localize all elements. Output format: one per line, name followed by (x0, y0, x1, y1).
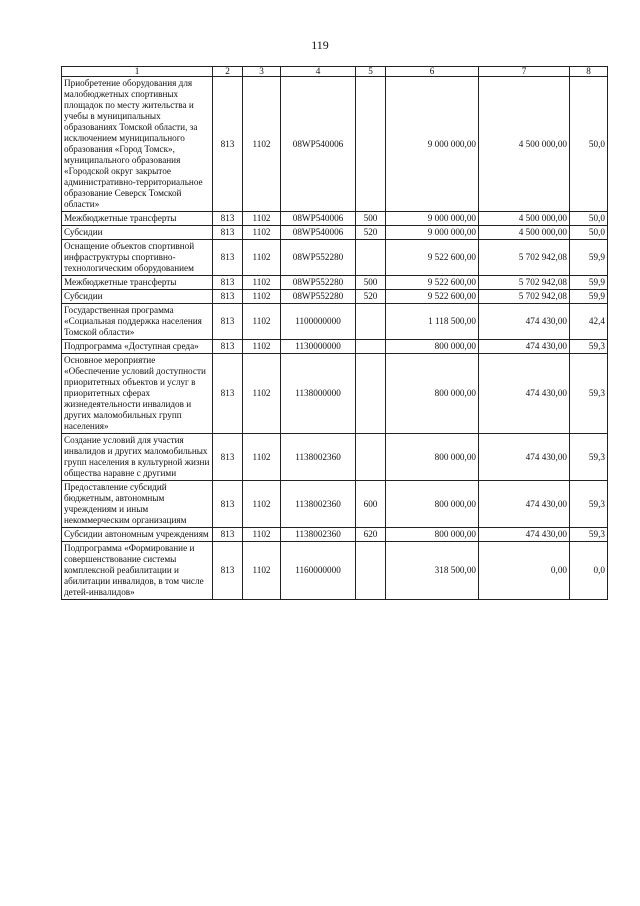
planned-amount-cell: 800 000,00 (386, 354, 479, 434)
execution-percent-cell: 59,9 (570, 290, 608, 304)
table-header-row (62, 67, 608, 77)
target-item-cell: 1138002360 (281, 528, 356, 542)
planned-amount-cell: 800 000,00 (386, 528, 479, 542)
execution-percent-cell: 59,9 (570, 276, 608, 290)
row-name-cell: Субсидии (62, 226, 213, 240)
execution-percent-cell: 50,0 (570, 77, 608, 212)
planned-amount-cell: 9 522 600,00 (386, 276, 479, 290)
table-row (62, 276, 608, 290)
target-item-cell: 08WP552280 (281, 240, 356, 276)
table-row (62, 481, 608, 528)
table-row (62, 77, 608, 212)
section-code-cell: 1102 (243, 77, 281, 212)
expense-type-cell (356, 240, 386, 276)
table-row (62, 304, 608, 340)
target-item-cell: 1138002360 (281, 434, 356, 481)
ministry-code-cell: 813 (213, 77, 243, 212)
table-row (62, 240, 608, 276)
ministry-code-cell: 813 (213, 434, 243, 481)
column-header: 4 (281, 67, 356, 77)
table-row (62, 528, 608, 542)
expense-type-cell (356, 340, 386, 354)
planned-amount-cell: 800 000,00 (386, 340, 479, 354)
executed-amount-cell: 474 430,00 (479, 304, 570, 340)
executed-amount-cell: 474 430,00 (479, 340, 570, 354)
row-name-cell: Создание условий для участия инвалидов и других маломобильных групп населения в культурной жизни общества наравне с другими (62, 434, 213, 481)
column-header: 6 (386, 67, 479, 77)
execution-percent-cell: 59,3 (570, 354, 608, 434)
target-item-cell: 1138000000 (281, 354, 356, 434)
planned-amount-cell: 9 522 600,00 (386, 240, 479, 276)
section-code-cell: 1102 (243, 212, 281, 226)
section-code-cell: 1102 (243, 434, 281, 481)
ministry-code-cell: 813 (213, 542, 243, 600)
target-item-cell: 1130000000 (281, 340, 356, 354)
target-item-cell: 1160000000 (281, 542, 356, 600)
executed-amount-cell: 474 430,00 (479, 481, 570, 528)
target-item-cell: 08WP540006 (281, 212, 356, 226)
execution-percent-cell: 50,0 (570, 212, 608, 226)
target-item-cell: 08WP540006 (281, 77, 356, 212)
table-row (62, 340, 608, 354)
section-code-cell: 1102 (243, 276, 281, 290)
expense-type-cell (356, 542, 386, 600)
expense-type-cell (356, 304, 386, 340)
column-header: 2 (213, 67, 243, 77)
row-name-cell: Оснащение объектов спортивной инфраструктуры спортивно-технологическим оборудованием (62, 240, 213, 276)
execution-percent-cell: 59,3 (570, 528, 608, 542)
row-name-cell: Межбюджетные трансферты (62, 212, 213, 226)
section-code-cell: 1102 (243, 304, 281, 340)
section-code-cell: 1102 (243, 340, 281, 354)
section-code-cell: 1102 (243, 528, 281, 542)
executed-amount-cell: 4 500 000,00 (479, 77, 570, 212)
execution-percent-cell: 59,3 (570, 434, 608, 481)
execution-percent-cell: 59,9 (570, 240, 608, 276)
row-name-cell: Межбюджетные трансферты (62, 276, 213, 290)
column-header: 5 (356, 67, 386, 77)
ministry-code-cell: 813 (213, 276, 243, 290)
executed-amount-cell: 474 430,00 (479, 434, 570, 481)
target-item-cell: 08WP552280 (281, 276, 356, 290)
ministry-code-cell: 813 (213, 226, 243, 240)
executed-amount-cell: 474 430,00 (479, 528, 570, 542)
planned-amount-cell: 9 000 000,00 (386, 77, 479, 212)
column-header: 1 (62, 67, 213, 77)
section-code-cell: 1102 (243, 290, 281, 304)
table-row (62, 434, 608, 481)
table-row (62, 542, 608, 600)
section-code-cell: 1102 (243, 354, 281, 434)
table-row (62, 226, 608, 240)
expense-type-cell: 500 (356, 212, 386, 226)
executed-amount-cell: 5 702 942,08 (479, 290, 570, 304)
executed-amount-cell: 0,00 (479, 542, 570, 600)
ministry-code-cell: 813 (213, 354, 243, 434)
ministry-code-cell: 813 (213, 290, 243, 304)
expense-type-cell (356, 77, 386, 212)
executed-amount-cell: 5 702 942,08 (479, 240, 570, 276)
planned-amount-cell: 318 500,00 (386, 542, 479, 600)
execution-percent-cell: 50,0 (570, 226, 608, 240)
executed-amount-cell: 4 500 000,00 (479, 226, 570, 240)
table-row (62, 354, 608, 434)
budget-table (61, 66, 608, 600)
planned-amount-cell: 9 000 000,00 (386, 212, 479, 226)
column-header: 8 (570, 67, 608, 77)
target-item-cell: 08WP552280 (281, 290, 356, 304)
execution-percent-cell: 59,3 (570, 481, 608, 528)
ministry-code-cell: 813 (213, 240, 243, 276)
row-name-cell: Субсидии автономным учреждениям (62, 528, 213, 542)
row-name-cell: Приобретение оборудования для малобюджетных спортивных площадок по месту жительства и учебы в муниципальных образованиях Томской области, за исключением муниципального образования «Город Томск», муниципального образования «Городской округ закрытое административно-территориальное образование Северск Томской области» (62, 77, 213, 212)
ministry-code-cell: 813 (213, 481, 243, 528)
row-name-cell: Субсидии (62, 290, 213, 304)
executed-amount-cell: 474 430,00 (479, 354, 570, 434)
target-item-cell: 1100000000 (281, 304, 356, 340)
section-code-cell: 1102 (243, 481, 281, 528)
execution-percent-cell: 0,0 (570, 542, 608, 600)
row-name-cell: Предоставление субсидий бюджетным, автономным учреждениям и иным некоммерческим организациям (62, 481, 213, 528)
target-item-cell: 08WP540006 (281, 226, 356, 240)
target-item-cell: 1138002360 (281, 481, 356, 528)
row-name-cell: Основное мероприятие «Обеспечение условий доступности приоритетных объектов и услуг в приоритетных сферах жизнедеятельности инвалидов и других маломобильных групп населения» (62, 354, 213, 434)
ministry-code-cell: 813 (213, 212, 243, 226)
row-name-cell: Подпрограмма «Доступная среда» (62, 340, 213, 354)
ministry-code-cell: 813 (213, 528, 243, 542)
ministry-code-cell: 813 (213, 304, 243, 340)
section-code-cell: 1102 (243, 226, 281, 240)
planned-amount-cell: 800 000,00 (386, 481, 479, 528)
table-row (62, 212, 608, 226)
expense-type-cell (356, 354, 386, 434)
planned-amount-cell: 9 522 600,00 (386, 290, 479, 304)
expense-type-cell: 520 (356, 290, 386, 304)
execution-percent-cell: 42,4 (570, 304, 608, 340)
section-code-cell: 1102 (243, 240, 281, 276)
section-code-cell: 1102 (243, 542, 281, 600)
executed-amount-cell: 5 702 942,08 (479, 276, 570, 290)
row-name-cell: Государственная программа «Социальная поддержка населения Томской области» (62, 304, 213, 340)
planned-amount-cell: 9 000 000,00 (386, 226, 479, 240)
planned-amount-cell: 800 000,00 (386, 434, 479, 481)
expense-type-cell: 620 (356, 528, 386, 542)
expense-type-cell: 520 (356, 226, 386, 240)
column-header: 7 (479, 67, 570, 77)
expense-type-cell (356, 434, 386, 481)
executed-amount-cell: 4 500 000,00 (479, 212, 570, 226)
ministry-code-cell: 813 (213, 340, 243, 354)
expense-type-cell: 500 (356, 276, 386, 290)
row-name-cell: Подпрограмма «Формирование и совершенствование системы комплексной реабилитации и абилитации инвалидов, в том числе детей-инвалидов» (62, 542, 213, 600)
page-number: 119 (311, 38, 329, 52)
expense-type-cell: 600 (356, 481, 386, 528)
execution-percent-cell: 59,3 (570, 340, 608, 354)
planned-amount-cell: 1 118 500,00 (386, 304, 479, 340)
table-row (62, 290, 608, 304)
column-header: 3 (243, 67, 281, 77)
